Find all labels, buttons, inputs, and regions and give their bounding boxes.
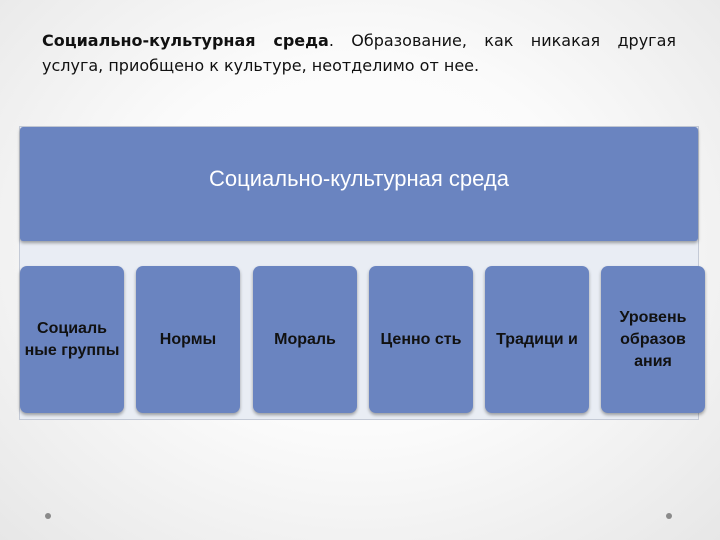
- child-node-traditions: [485, 266, 589, 413]
- child-node-label: Социаль ные группы: [24, 319, 120, 359]
- hierarchy-diagram: [19, 126, 699, 420]
- intro-term: Социально-культурная среда: [42, 31, 329, 50]
- child-node-education-level: [601, 266, 705, 413]
- root-node: [20, 127, 698, 241]
- child-node-value: [369, 266, 473, 413]
- corner-dot-left: [45, 513, 51, 519]
- child-node-label: Нормы: [159, 330, 217, 348]
- corner-dot-right: [666, 513, 672, 519]
- child-node-norms: [136, 266, 240, 413]
- intro-paragraph: [42, 28, 676, 78]
- child-node-social-groups: [20, 266, 124, 413]
- intro-text: . Образование, как никакая другая услуга, приобщено к культуре, неотделимо от нее.: [42, 31, 677, 75]
- child-node-morality: [253, 266, 357, 413]
- child-node-label: Ценно сть: [380, 330, 462, 348]
- root-node-label: Социально-культурная среда: [208, 166, 509, 191]
- child-node-label: Традици и: [496, 330, 578, 348]
- child-node-label: Мораль: [274, 330, 336, 348]
- child-node-label: Уровень образов ания: [619, 308, 687, 370]
